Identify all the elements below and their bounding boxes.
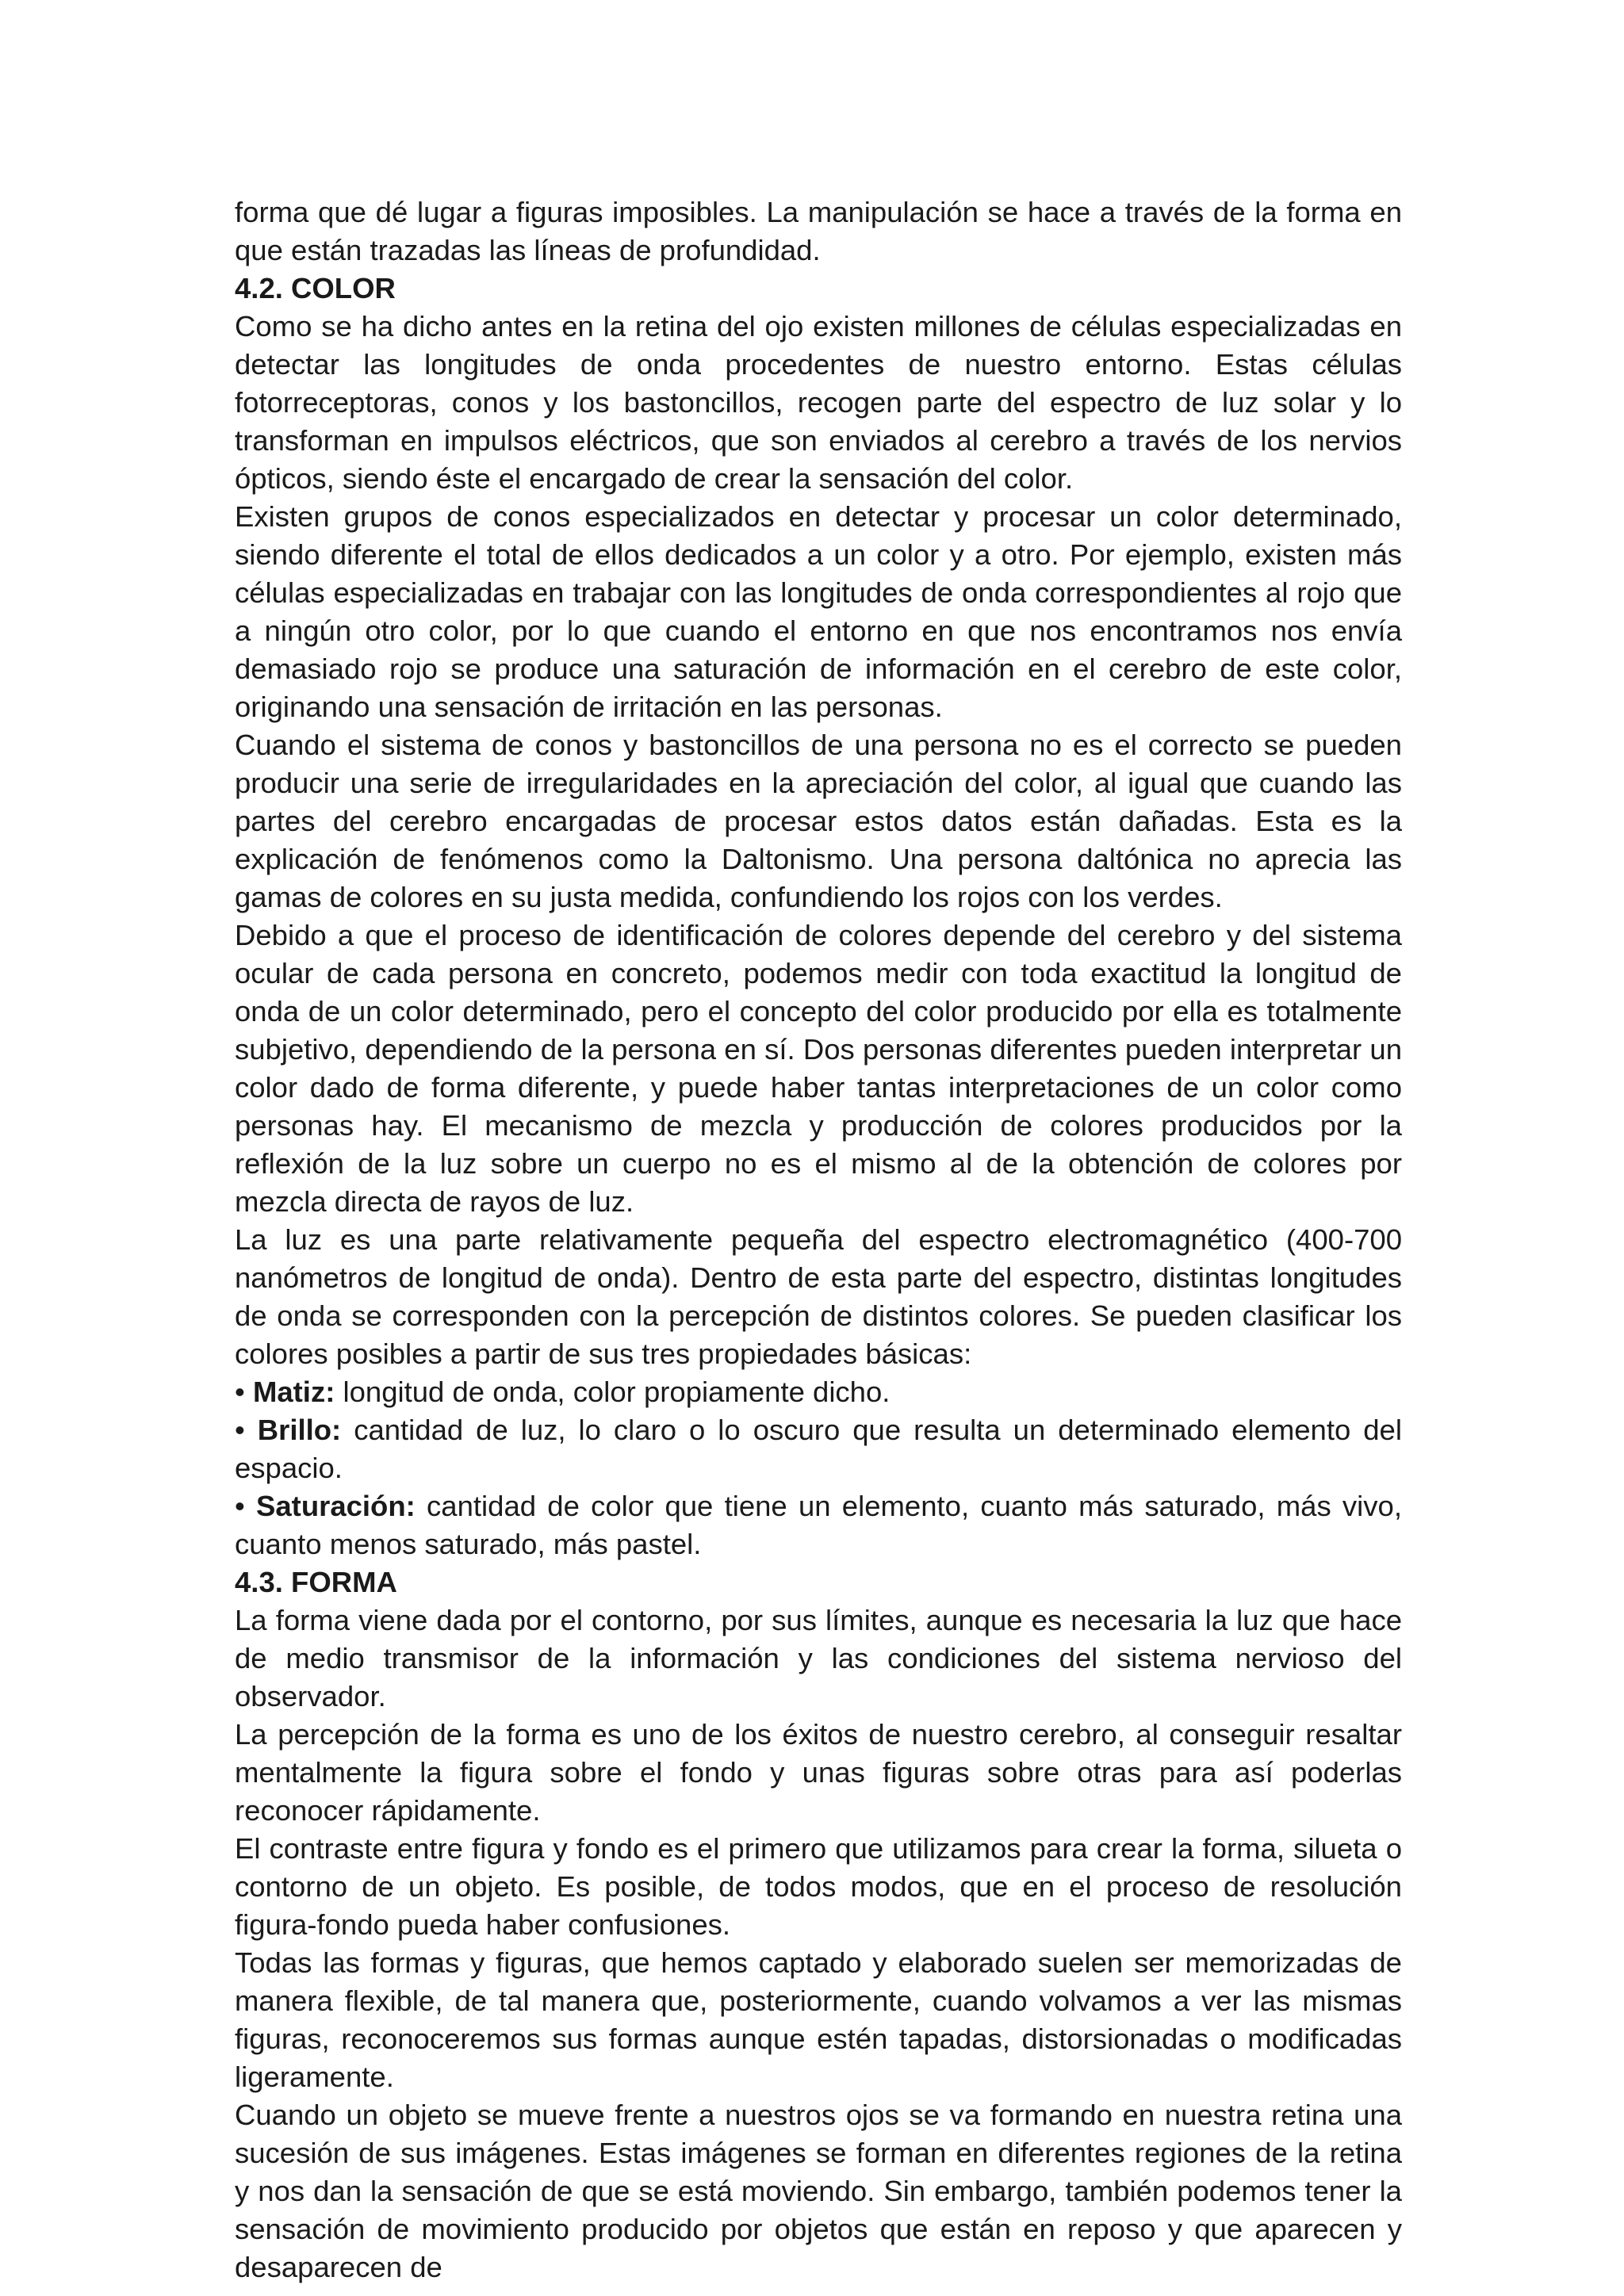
color-paragraph-5: La luz es una parte relativamente pequeña del espectro electromagnético (400-700 nanómetros de longitud de onda). Dentro de esta parte del espectro, distintas longitudes de onda se corresponden con la percepción de distintos colores. Se pueden clasificar los colores posibles a partir de sus tres propiedades básicas: <box>235 1223 1402 1370</box>
color-paragraph-1: Como se ha dicho antes en la retina del ojo existen millones de células especializadas en detectar las longitudes de onda procedentes de nuestro entorno. Estas células fotorreceptoras, conos y los bastoncillos, recogen parte del espectro de luz solar y lo transforman en impulsos eléctricos, que son enviados al cerebro a través de los nervios ópticos, siendo éste el encargado de crear la sensación del color. <box>235 310 1402 495</box>
bullet-text: cantidad de color que tiene un elemento, cuanto más saturado, más vivo, cuanto menos saturado, más pastel. <box>235 1490 1402 1560</box>
bullet-term: Saturación: <box>256 1490 416 1522</box>
color-paragraph-2: Existen grupos de conos especializados en detectar y procesar un color determinado, siendo diferente el total de ellos dedicados a un color y a otro. Por ejemplo, existen más células especializadas en trabajar con las longitudes de onda correspondientes al rojo que a ningún otro color, por lo que cuando el entorno en que nos encontramos nos envía demasiado rojo se produce una saturación de información en el cerebro de este color, originando una sensación de irritación en las personas. <box>235 500 1402 723</box>
document-page <box>235 193 1402 2286</box>
bullet-marker: • <box>235 1490 245 1522</box>
color-paragraph-3: Cuando el sistema de conos y bastoncillos de una persona no es el correcto se pueden producir una serie de irregularidades en la apreciación del color, al igual que cuando las partes del cerebro encargadas de procesar estos datos están dañadas. Esta es la explicación de fenómenos como la Daltonismo. Una persona daltónica no aprecia las gamas de colores en su justa medida, confundiendo los rojos con los verdes. <box>235 729 1402 913</box>
forma-paragraph-2: La percepción de la forma es uno de los éxitos de nuestro cerebro, al conseguir resaltar mentalmente la figura sobre el fondo y unas figuras sobre otras para así poderlas reconocer rápidamente. <box>235 1718 1402 1827</box>
forma-paragraph-1: La forma viene dada por el contorno, por sus límites, aunque es necesaria la luz que hace de medio transmisor de la información y las condiciones del sistema nervioso del observador. <box>235 1604 1402 1712</box>
bullet-term: Brillo: <box>257 1414 342 1446</box>
bullet-text: longitud de onda, color propiamente dicho. <box>343 1376 891 1408</box>
bullet-item-saturacion <box>235 1487 1402 1563</box>
bullet-marker: • <box>235 1376 245 1408</box>
color-paragraph-4: Debido a que el proceso de identificación de colores depende del cerebro y del sistema ocular de cada persona en concreto, podemos medir con toda exactitud la longitud de onda de un color determinado, pero el concepto del color producido por ella es totalmente subjetivo, dependiendo de la persona en sí. Dos personas diferentes pueden interpretar un color dado de forma diferente, y puede haber tantas interpretaciones de un color como personas hay. El mecanismo de mezcla y producción de colores producidos por la reflexión de la luz sobre un cuerpo no es el mismo al de la obtención de colores por mezcla directa de rayos de luz. <box>235 919 1402 1218</box>
forma-paragraph-3: El contraste entre figura y fondo es el primero que utilizamos para crear la forma, silueta o contorno de un objeto. Es posible, de todos modos, que en el proceso de resolución figura-fondo pueda haber confusiones. <box>235 1832 1402 1941</box>
intro-paragraph: forma que dé lugar a figuras imposibles. La manipulación se hace a través de la forma en que están trazadas las líneas de profundidad. <box>235 196 1402 266</box>
bullet-item-matiz <box>235 1373 1402 1411</box>
bullet-text: cantidad de luz, lo claro o lo oscuro que resulta un determinado elemento del espacio. <box>235 1414 1402 1484</box>
bullet-marker: • <box>235 1414 245 1446</box>
section-heading-color: 4.2. COLOR <box>235 272 396 304</box>
forma-paragraph-5: Cuando un objeto se mueve frente a nuestros ojos se va formando en nuestra retina una sucesión de sus imágenes. Estas imágenes se forman en diferentes regiones de la retina y nos dan la sensación de que se está moviendo. Sin embargo, también podemos tener la sensación de movimiento producido por objetos que están en reposo y que aparecen y desaparecen de <box>235 2099 1402 2283</box>
forma-paragraph-4: Todas las formas y figuras, que hemos captado y elaborado suelen ser memorizadas de manera flexible, de tal manera que, posteriormente, cuando volvamos a ver las mismas figuras, reconoceremos sus formas aunque estén tapadas, distorsionadas o modificadas ligeramente. <box>235 1946 1402 2093</box>
bullet-item-brillo <box>235 1411 1402 1487</box>
bullet-term: Matiz: <box>252 1376 335 1408</box>
section-heading-forma: 4.3. FORMA <box>235 1566 397 1598</box>
